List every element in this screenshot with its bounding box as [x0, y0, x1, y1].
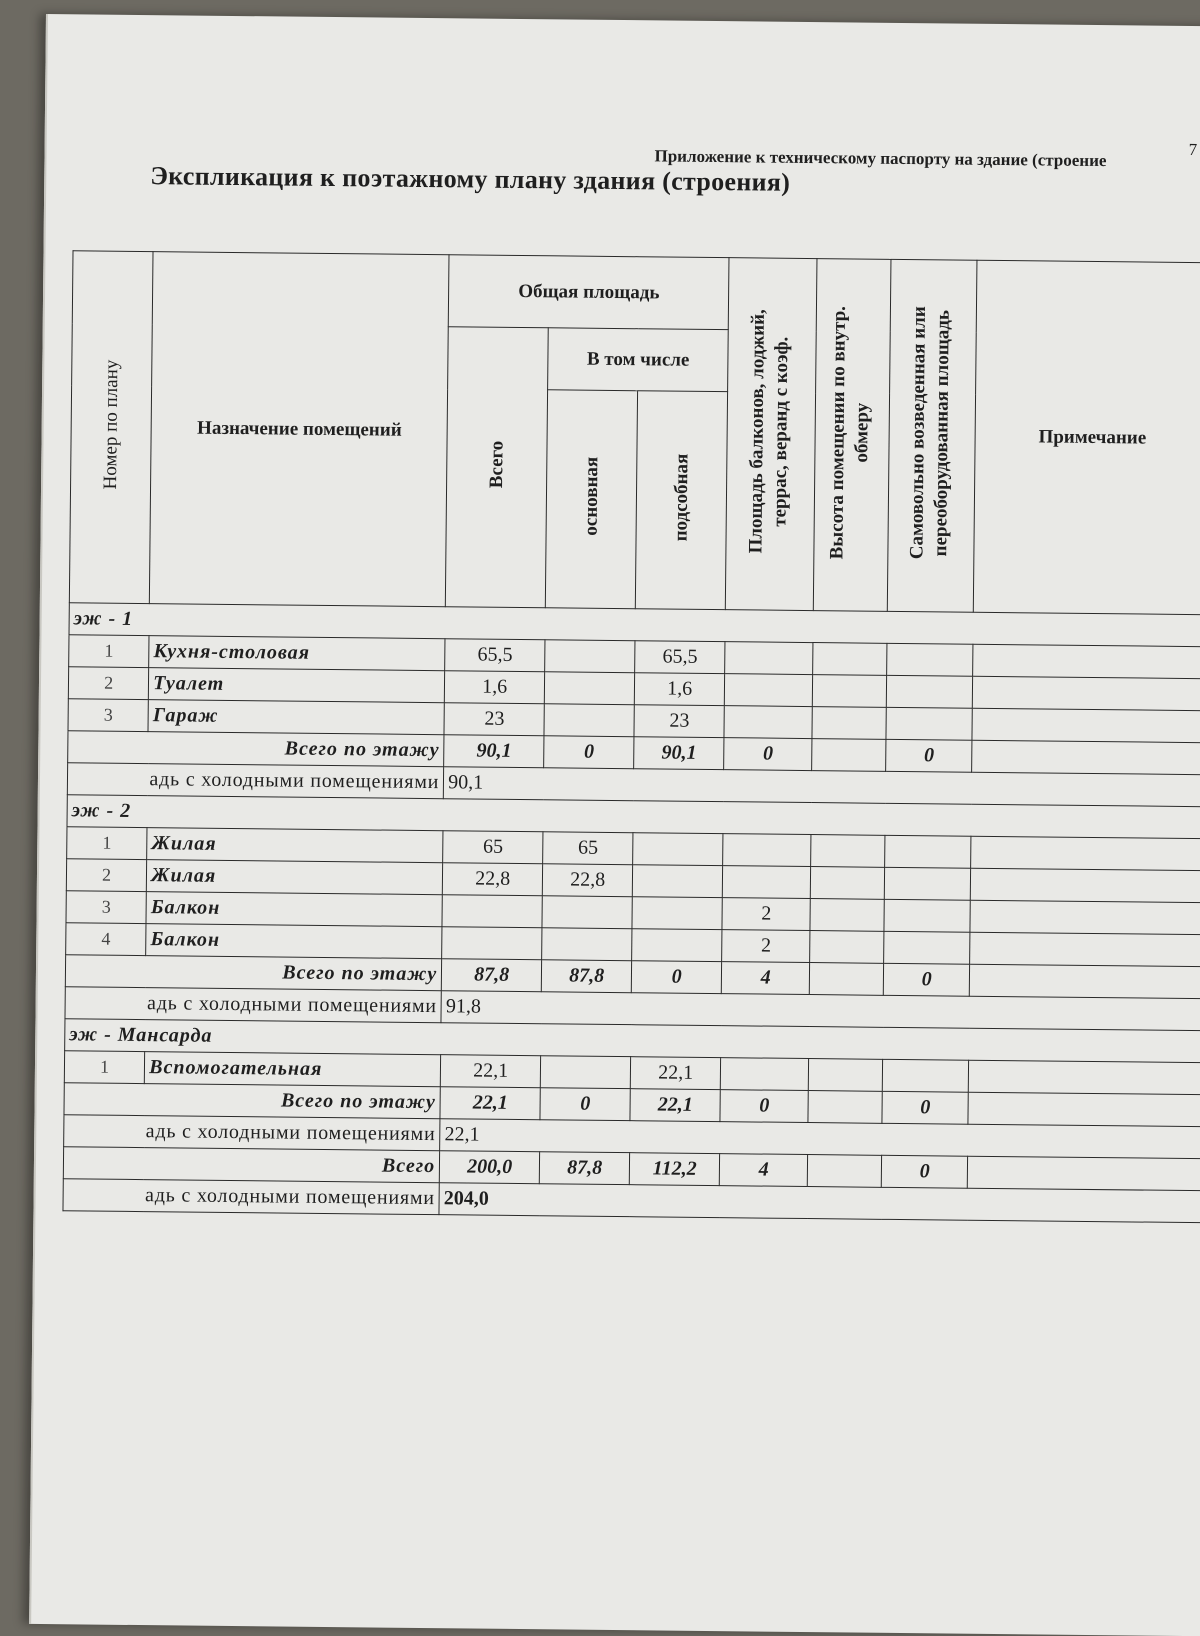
floor-total-height: [810, 963, 884, 996]
room-height: [813, 643, 887, 676]
floor-total-balcony: 0: [724, 738, 812, 771]
floor-total-height: [808, 1091, 882, 1124]
floor-total-note: [972, 740, 1200, 774]
room-name: Гараж: [148, 700, 444, 735]
room-unauthorized: [885, 867, 971, 900]
header-height: Высота помещении по внутр. обмеру: [814, 259, 892, 612]
room-note: [972, 708, 1200, 742]
header-note: Примечание: [974, 260, 1200, 614]
header-all: Всего: [446, 327, 549, 608]
room-height: [810, 931, 884, 964]
room-height: [811, 867, 885, 900]
room-note: [973, 644, 1200, 678]
room-note: [971, 868, 1200, 902]
room-balcony: [724, 706, 812, 739]
room-main: [544, 704, 634, 737]
grand-total-all: 200,0: [440, 1151, 540, 1184]
floor-label: эж - Мансарда: [65, 1019, 1200, 1063]
grand-total-label: Всего: [63, 1147, 440, 1183]
floor-total-unauthorized: 0: [886, 739, 972, 772]
header-balconies: Площадь балконов, лоджий, террас, веранд с коэф.: [726, 258, 818, 611]
room-height: [809, 1059, 883, 1092]
cold-area-label: адь с холодными помещениями: [64, 1115, 441, 1151]
room-main: 22,8: [543, 864, 633, 897]
room-note: [971, 836, 1200, 870]
document-title: Экспликация к поэтажному плану здания (строения): [150, 161, 791, 197]
grand-total-unauthorized: 0: [882, 1155, 968, 1188]
floor-total-balcony: 4: [722, 962, 810, 995]
room-total: 23: [444, 703, 544, 736]
header-main: основная: [546, 390, 638, 609]
room-name: Жилая: [147, 828, 443, 863]
header-unauthorized: Самовольно возведенная или переоборудованная площадь: [888, 259, 978, 612]
room-height: [812, 707, 886, 740]
page-number: 7: [1188, 139, 1198, 160]
room-number: 2: [68, 667, 149, 700]
appendix-caption: Приложение к техническому паспорту на здание (строение: [654, 146, 1107, 171]
room-number: 1: [67, 827, 148, 860]
room-height: [810, 899, 884, 932]
room-total: 22,1: [441, 1055, 541, 1088]
room-height: [813, 675, 887, 708]
room-total: [442, 927, 542, 960]
room-note: [969, 1060, 1200, 1094]
room-balcony: [721, 1058, 809, 1091]
room-aux: 65,5: [635, 641, 725, 674]
room-note: [970, 932, 1200, 966]
room-name: Туалет: [149, 668, 445, 703]
room-total: [442, 895, 542, 928]
room-main: [545, 640, 635, 673]
room-number: 3: [68, 699, 149, 732]
room-name: Вспомогательная: [145, 1052, 441, 1087]
cold-area-value: 91,8: [441, 991, 1200, 1031]
explication-table: [62, 250, 1200, 1223]
room-number: 1: [64, 1051, 145, 1084]
room-balcony: [725, 642, 813, 675]
floor-total-all: 87,8: [442, 959, 542, 992]
floor-total-note: [968, 1092, 1200, 1126]
room-unauthorized: [887, 675, 973, 708]
room-note: [973, 676, 1200, 710]
room-note: [970, 900, 1200, 934]
grand-total-note: [968, 1156, 1200, 1190]
room-unauthorized: [883, 1059, 969, 1092]
floor-total-main: 0: [540, 1088, 630, 1121]
grand-total-height: [808, 1155, 882, 1188]
cold-area-label: адь с холодными помещениями: [67, 763, 444, 799]
grand-total-aux: 112,2: [630, 1153, 720, 1186]
cold-area-value: 22,1: [440, 1119, 1200, 1159]
room-unauthorized: [885, 835, 971, 868]
room-number: 3: [66, 891, 147, 924]
room-number: 2: [66, 859, 147, 892]
document-page: [29, 14, 1200, 1636]
grand-total-main: 87,8: [540, 1152, 630, 1185]
floor-label: эж - 1: [69, 603, 1200, 647]
cold-area-value: 90,1: [444, 767, 1200, 807]
floor-total-unauthorized: 0: [884, 963, 970, 996]
room-balcony: 2: [722, 930, 810, 963]
room-balcony: [723, 834, 811, 867]
floor-total-aux: 90,1: [634, 737, 724, 770]
room-balcony: [723, 866, 811, 899]
floor-total-all: 90,1: [444, 735, 544, 768]
room-aux: 22,1: [631, 1057, 721, 1090]
room-aux: 1,6: [635, 673, 725, 706]
room-height: [811, 835, 885, 868]
room-unauthorized: [884, 899, 970, 932]
floor-total-unauthorized: 0: [882, 1091, 968, 1124]
header-total-area: Общая площадь: [448, 255, 729, 330]
floor-total-main: 0: [544, 736, 634, 769]
cold-area-label: адь с холодными помещениями: [65, 987, 442, 1023]
floor-total-label: Всего по этажу: [64, 1083, 441, 1119]
floor-total-aux: 22,1: [630, 1089, 720, 1122]
room-total: 65,5: [445, 639, 545, 672]
room-name: Кухня-столовая: [149, 636, 445, 671]
room-total: 65: [443, 831, 543, 864]
grand-cold-area-value: 204,0: [439, 1183, 1200, 1223]
room-unauthorized: [884, 931, 970, 964]
room-name: Жилая: [147, 860, 443, 895]
room-number: 1: [69, 635, 150, 668]
floor-total-note: [970, 964, 1200, 998]
room-name: Балкон: [146, 924, 442, 959]
room-name: Балкон: [146, 892, 442, 927]
grand-total-balcony: 4: [720, 1154, 808, 1187]
header-auxiliary: подсобная: [636, 391, 728, 610]
room-total: 22,8: [443, 863, 543, 896]
room-total: 1,6: [445, 671, 545, 704]
room-unauthorized: [887, 643, 973, 676]
grand-cold-area-label: адь с холодными помещениями: [63, 1179, 440, 1215]
room-aux: [633, 865, 723, 898]
room-number: 4: [66, 923, 147, 956]
room-aux: [632, 929, 722, 962]
room-main: [542, 928, 632, 961]
floor-total-aux: 0: [632, 961, 722, 994]
room-main: [545, 672, 635, 705]
floor-total-height: [812, 739, 886, 772]
room-unauthorized: [886, 707, 972, 740]
floor-total-balcony: 0: [720, 1090, 808, 1123]
room-balcony: 2: [722, 898, 810, 931]
room-aux: [632, 897, 722, 930]
room-balcony: [725, 674, 813, 707]
floor-total-main: 87,8: [542, 960, 632, 993]
room-main: 65: [543, 832, 633, 865]
room-main: [541, 1056, 631, 1089]
room-aux: 23: [634, 705, 724, 738]
room-aux: [633, 833, 723, 866]
header-purpose: Назначение помещений: [150, 252, 450, 607]
floor-total-label: Всего по этажу: [68, 731, 445, 767]
header-including: В том числе: [548, 328, 729, 392]
floor-total-all: 22,1: [440, 1087, 540, 1120]
floor-total-label: Всего по этажу: [65, 955, 442, 991]
room-main: [542, 896, 632, 929]
header-number: Номер по плану: [69, 251, 153, 604]
floor-label: эж - 2: [67, 795, 1200, 839]
